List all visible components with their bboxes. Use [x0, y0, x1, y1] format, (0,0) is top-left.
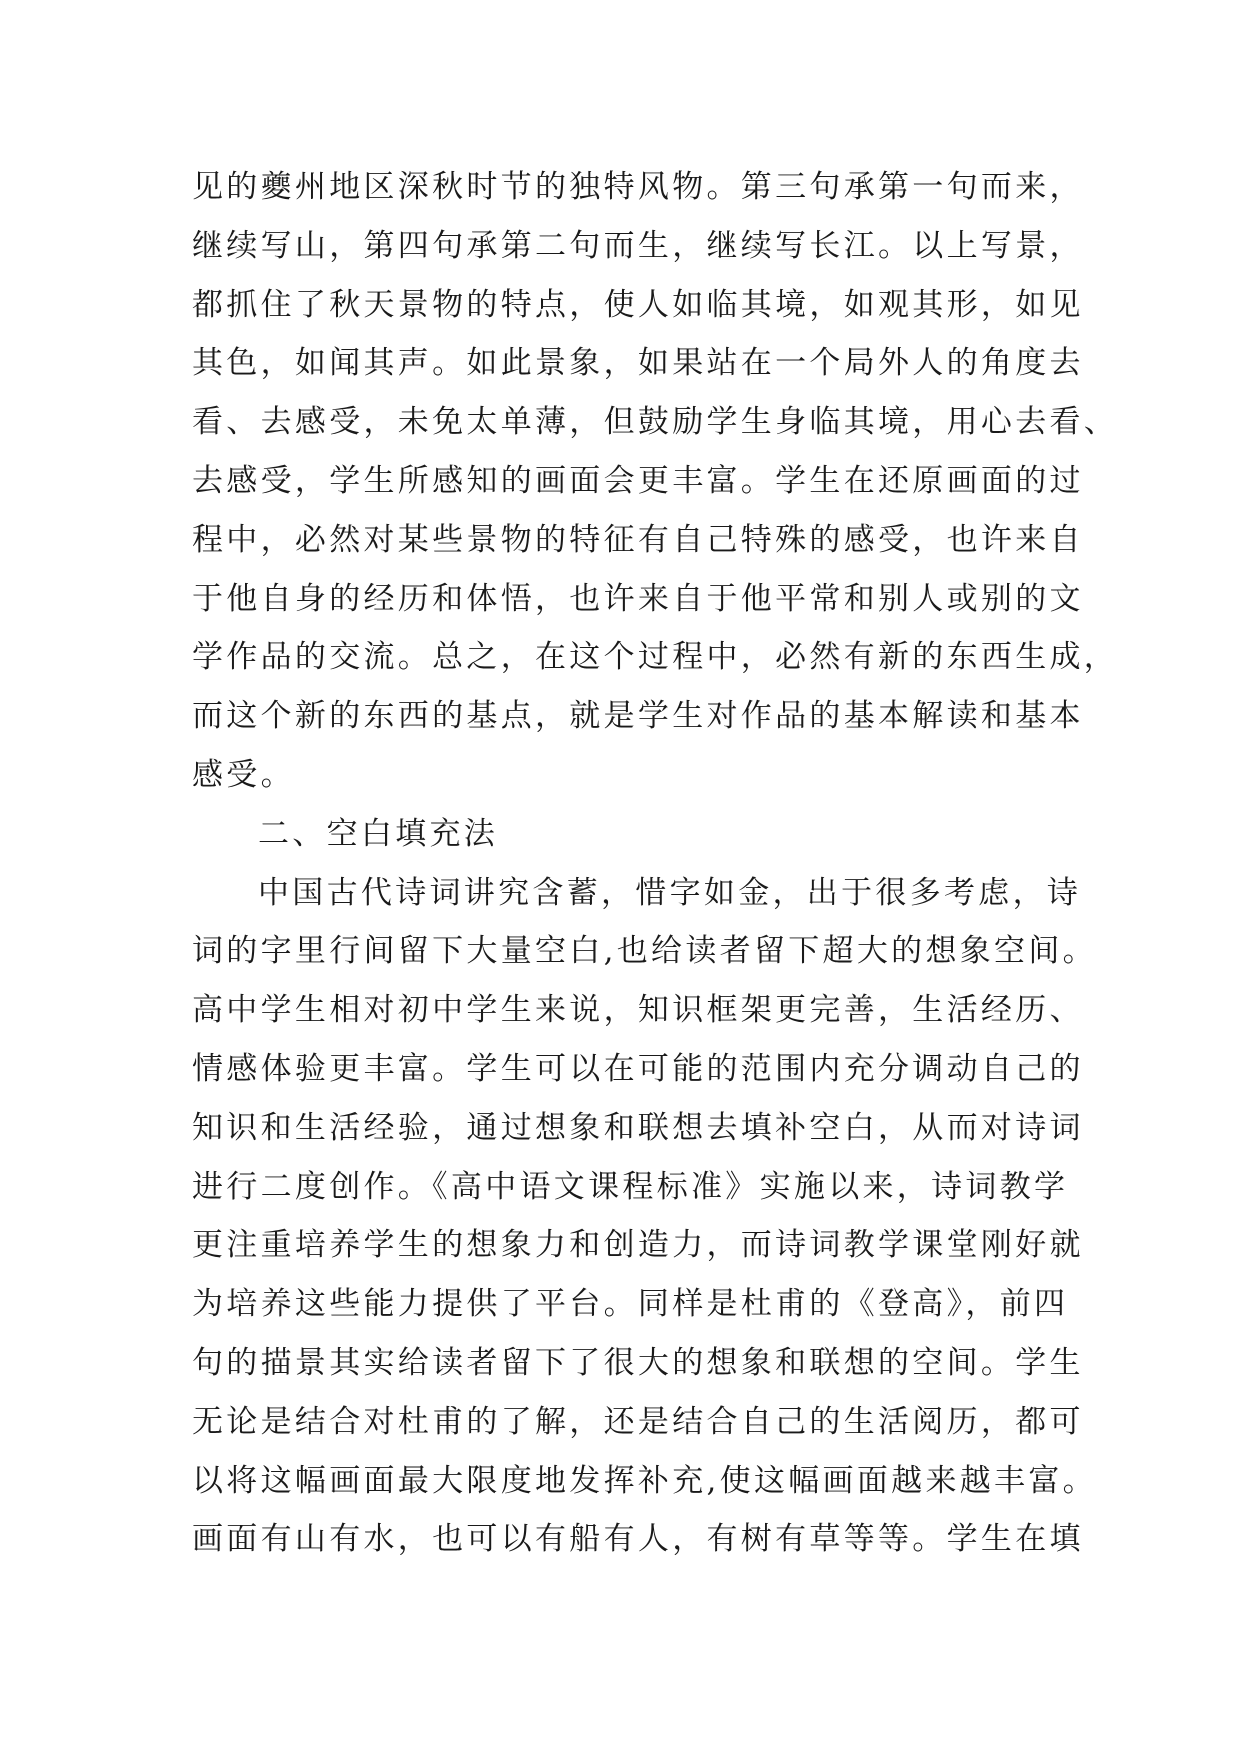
text-line: 进行二度创作。《高中语文课程标准》实施以来，诗词教学: [192, 1168, 1069, 1205]
text-line: 程中，必然对某些景物的特征有自己特殊的感受，也许来自: [192, 521, 1084, 558]
text-line: 中国古代诗词讲究含蓄，惜字如金，出于很多考虑，诗: [258, 874, 1082, 911]
text-line: 看、去感受，未免太单薄，但鼓励学生身临其境，用心去看、: [192, 404, 1119, 441]
text-line: 见的夔州地区深秋时节的独特风物。第三句承第一句而来，: [192, 169, 1084, 205]
text-line: 而这个新的东西的基点，就是学生对作品的基本解读和基本: [192, 698, 1084, 735]
text-line: 更注重培养学生的想象力和创造力，而诗词教学课堂刚好就: [192, 1227, 1084, 1264]
text-line: 其色，如闻其声。如此景象，如果站在一个局外人的角度去: [192, 345, 1084, 382]
text-line: 去感受，学生所感知的画面会更丰富。学生在还原画面的过: [192, 462, 1084, 499]
text-line: 画面有山有水，也可以有船有人，有树有草等等。学生在填: [192, 1521, 1084, 1558]
text-line: 为培养这些能力提供了平台。同样是杜甫的《登高》，前四: [192, 1286, 1069, 1323]
text-line: 词的字里行间留下大量空白,也给读者留下超大的想象空间。: [192, 933, 1097, 970]
section-heading: 二、空白填充法: [258, 815, 499, 852]
text-line: 学作品的交流。总之，在这个过程中，必然有新的东西生成，: [192, 639, 1119, 676]
text-line: 于他自身的经历和体悟，也许来自于他平常和别人或别的文: [192, 580, 1084, 617]
text-line: 句的描景其实给读者留下了很大的想象和联想的空间。学生: [192, 1344, 1084, 1381]
text-line: 无论是结合对杜甫的了解，还是结合自己的生活阅历，都可: [192, 1403, 1084, 1440]
text-line: 感受。: [192, 756, 295, 793]
body-text: [192, 158, 1119, 1569]
text-line: 知识和生活经验，通过想象和联想去填补空白，从而对诗词: [192, 1109, 1084, 1146]
text-line: 以将这幅画面最大限度地发挥补充,使这幅画面越来越丰富。: [192, 1462, 1097, 1499]
text-line: 都抓住了秋天景物的特点，使人如临其境，如观其形，如见: [192, 286, 1084, 323]
text-line: 情感体验更丰富。学生可以在可能的范围内充分调动自己的: [192, 1050, 1084, 1087]
text-line: 继续写山，第四句承第二句而生，继续写长江。以上写景，: [192, 227, 1084, 264]
text-line: 高中学生相对初中学生来说，知识框架更完善，生活经历、: [192, 992, 1084, 1029]
